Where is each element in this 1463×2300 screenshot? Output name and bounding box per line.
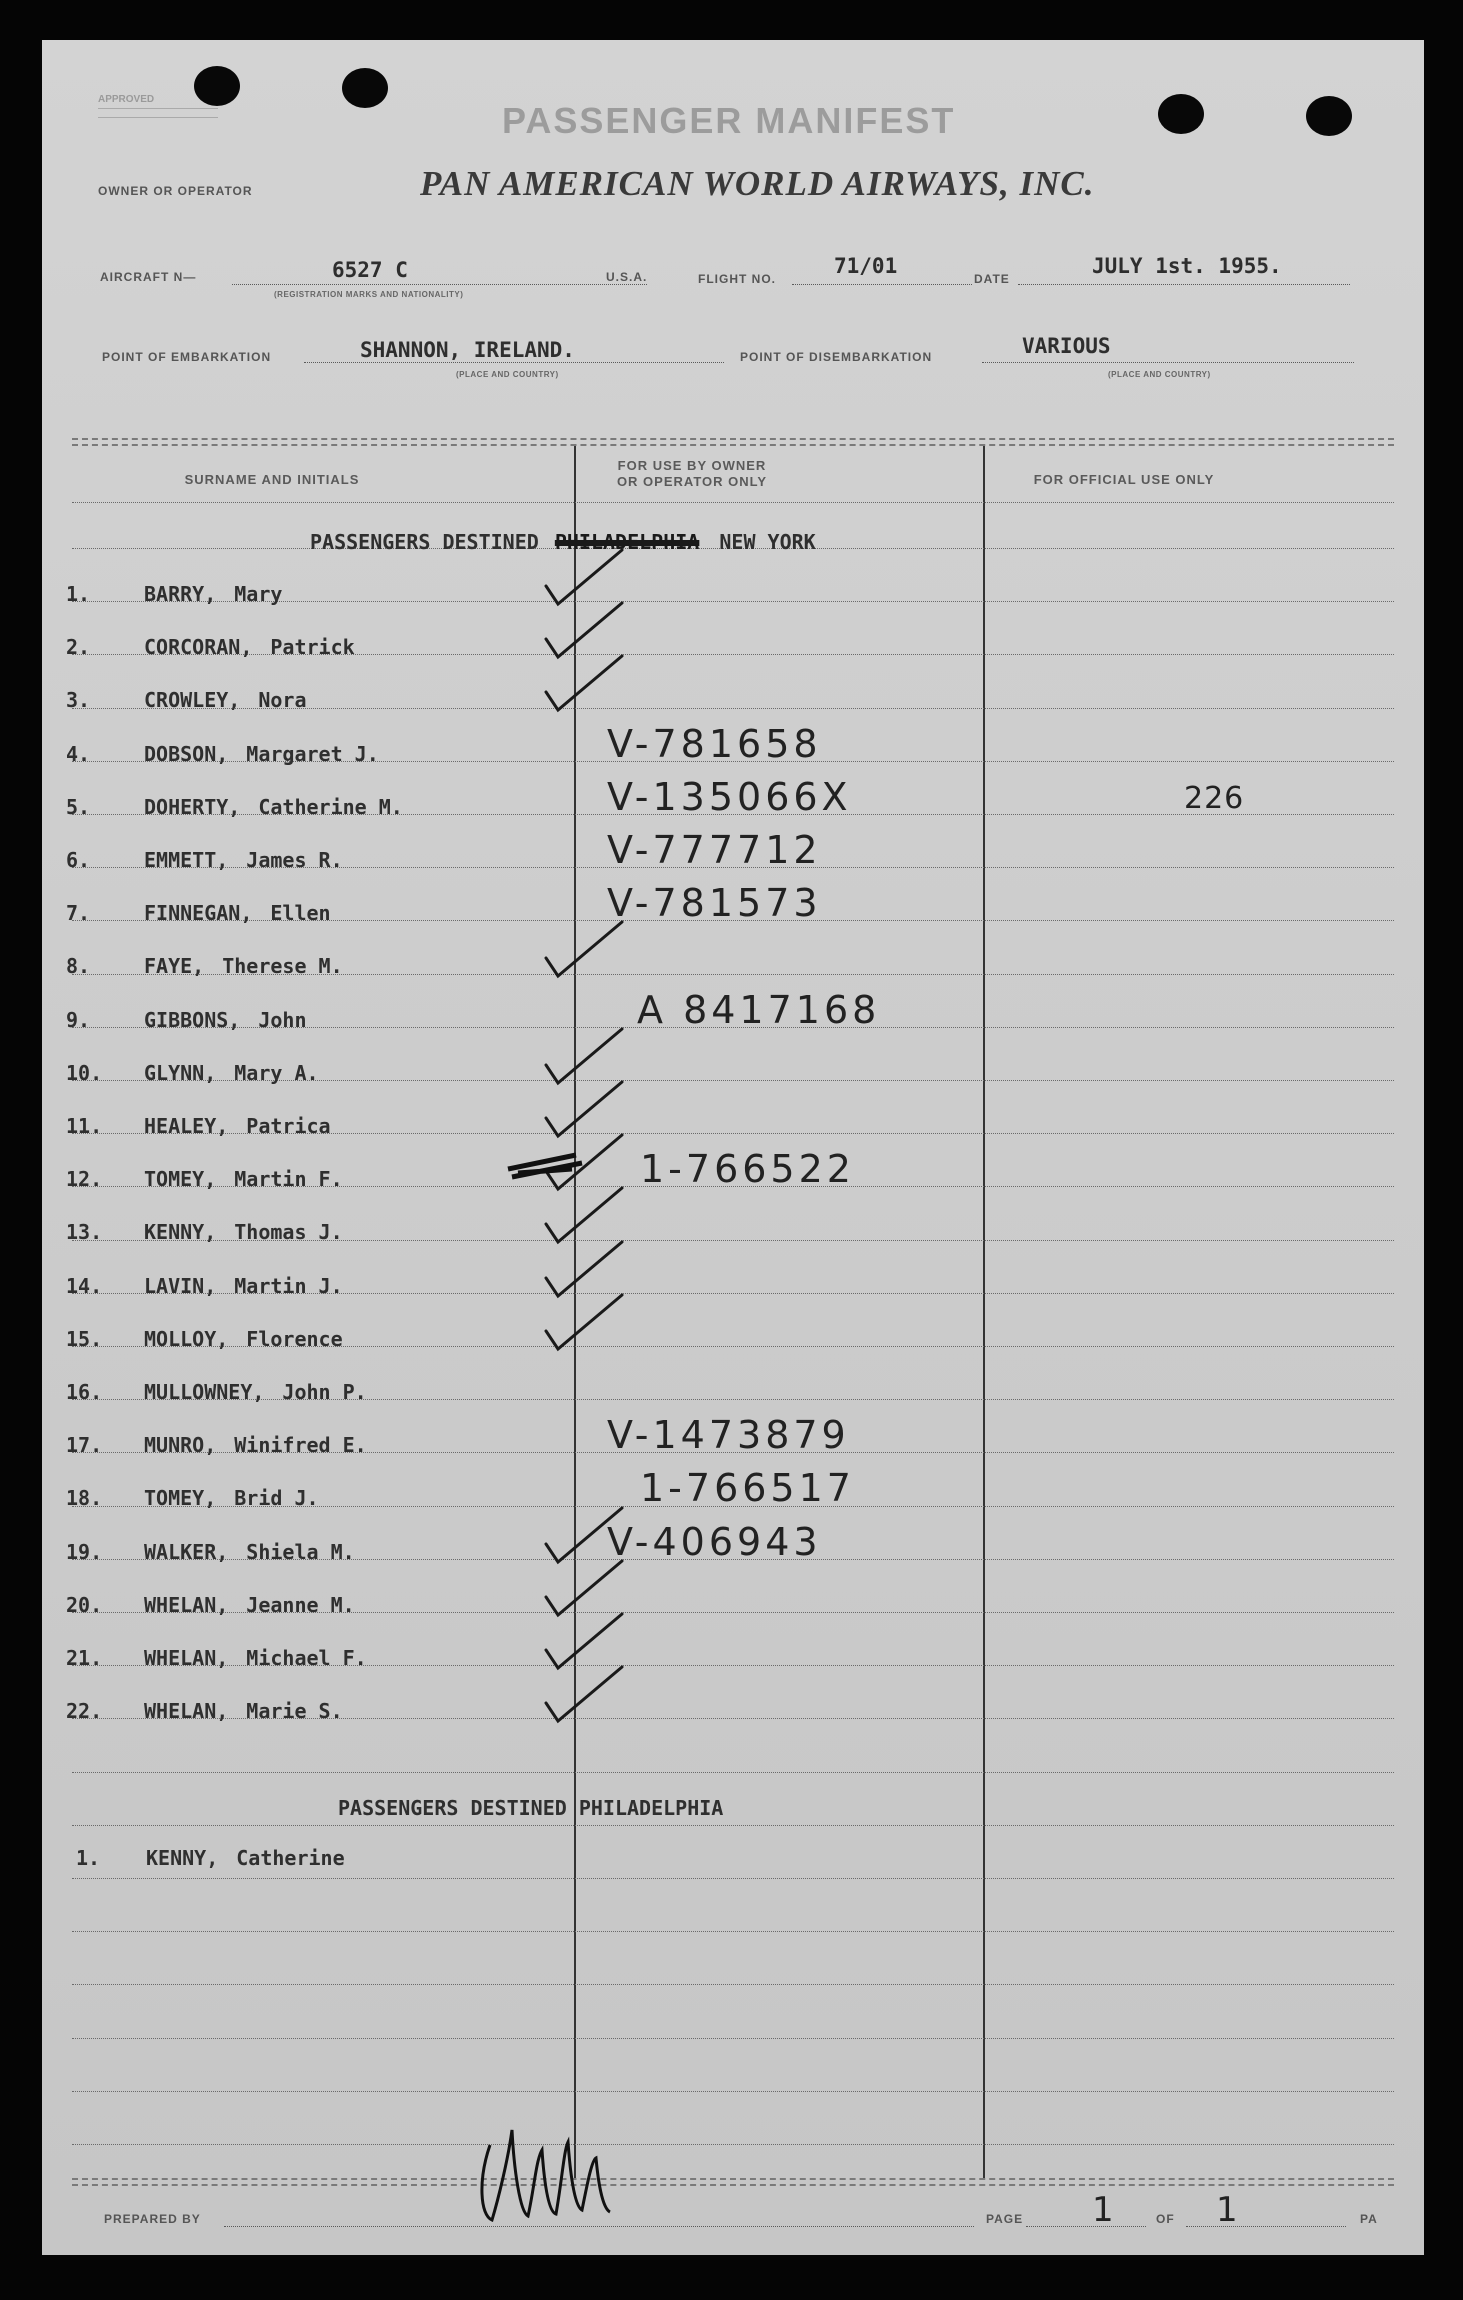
column-header-owner-use: FOR USE BY OWNER OR OPERATOR ONLY — [616, 458, 768, 489]
passenger-number: 2. — [66, 635, 91, 659]
check-mark — [546, 1082, 622, 1136]
passenger-surname: LAVIN, — [144, 1274, 217, 1298]
passenger-surname: HEALEY, — [144, 1114, 229, 1138]
passenger-surname: KENNY, — [146, 1846, 219, 1870]
check-mark — [546, 1508, 622, 1562]
handwritten-marks — [42, 40, 1424, 2255]
owner-label: OWNER OR OPERATOR — [98, 184, 253, 198]
place-country-note: (PLACE AND COUNTRY) — [1108, 370, 1211, 379]
passenger-number: 17. — [66, 1433, 103, 1457]
flight-label: FLIGHT NO. — [698, 272, 776, 286]
handwritten-document-number: V-781658 — [607, 722, 822, 766]
aircraft-label: AIRCRAFT N— — [100, 270, 197, 284]
passenger-number: 9. — [66, 1008, 91, 1032]
passenger-given-name: Martin J. — [234, 1274, 343, 1298]
passenger-given-name: Nora — [258, 688, 307, 712]
passenger-number: 1. — [66, 582, 91, 606]
embarkation-label: POINT OF EMBARKATION — [102, 350, 272, 364]
passenger-given-name: John — [258, 1008, 307, 1032]
passenger-surname: KENNY, — [144, 1220, 217, 1244]
struck-destination: PHILADELPHIA — [554, 530, 700, 554]
passenger-number: 21. — [66, 1646, 103, 1670]
passenger-number: 11. — [66, 1114, 103, 1138]
passenger-given-name: Ellen — [270, 901, 331, 925]
passenger-surname: MULLOWNEY, — [144, 1380, 265, 1404]
place-country-note: (PLACE AND COUNTRY) — [456, 370, 559, 379]
passenger-given-name: Shiela M. — [246, 1540, 355, 1564]
column-header-surname: SURNAME AND INITIALS — [184, 472, 360, 487]
signature — [468, 2120, 618, 2230]
passenger-number: 16. — [66, 1380, 103, 1404]
passenger-surname: EMMETT, — [144, 848, 229, 872]
footer-rule — [72, 2178, 1394, 2180]
footer-rule — [72, 2184, 1394, 2186]
check-mark — [546, 1561, 622, 1615]
check-mark — [546, 1029, 622, 1083]
section-heading-philadelphia: PASSENGERS DESTINED PHILADELPHIA — [338, 1796, 724, 1820]
passenger-given-name: Patrica — [246, 1114, 331, 1138]
company-name: PAN AMERICAN WORLD AIRWAYS, INC. — [420, 164, 1095, 203]
scribble-mark — [508, 1155, 582, 1177]
disembarkation-value: VARIOUS — [1022, 334, 1111, 358]
check-mark — [546, 1667, 622, 1721]
passenger-given-name: Martin F. — [234, 1167, 343, 1191]
of-label: OF — [1156, 2212, 1175, 2226]
passenger-number: 14. — [66, 1274, 103, 1298]
pa-label: PA — [1360, 2212, 1378, 2226]
passenger-given-name: Winifred E. — [234, 1433, 367, 1457]
prepared-by-label: PREPARED BY — [104, 2212, 201, 2226]
flight-value: 71/01 — [834, 254, 898, 278]
handwritten-document-number: V-1473879 — [607, 1413, 850, 1457]
date-label: DATE — [974, 272, 1010, 286]
passenger-surname: WHELAN, — [144, 1593, 229, 1617]
page-value: 1 — [1092, 2190, 1118, 2230]
handwritten-document-number: V-406943 — [607, 1520, 822, 1564]
passenger-surname: TOMEY, — [144, 1486, 217, 1510]
passenger-given-name: Thomas J. — [234, 1220, 343, 1244]
passenger-given-name: Jeanne M. — [246, 1593, 355, 1617]
passenger-number: 20. — [66, 1593, 103, 1617]
passenger-given-name: Therese M. — [222, 954, 343, 978]
check-mark — [546, 922, 622, 976]
section-destination: NEW YORK — [719, 530, 816, 554]
passenger-given-name: Patrick — [270, 635, 355, 659]
passenger-surname: CORCORAN, — [144, 635, 253, 659]
passenger-given-name: Florence — [246, 1327, 343, 1351]
check-mark — [546, 1188, 622, 1242]
check-mark — [546, 1614, 622, 1668]
handwritten-document-number: 1-766517 — [640, 1466, 855, 1510]
passenger-surname: FINNEGAN, — [144, 901, 253, 925]
passenger-surname: GIBBONS, — [144, 1008, 241, 1032]
passenger-number: 19. — [66, 1540, 103, 1564]
passenger-surname: MUNRO, — [144, 1433, 217, 1457]
date-value: JULY 1st. 1955. — [1092, 254, 1282, 278]
passenger-given-name: John P. — [282, 1380, 367, 1404]
column-header-official-use: FOR OFFICIAL USE ONLY — [1033, 472, 1215, 487]
of-value: 1 — [1216, 2190, 1242, 2230]
passenger-number: 4. — [66, 742, 91, 766]
passenger-given-name: Catherine M. — [258, 795, 403, 819]
passenger-given-name: James R. — [246, 848, 343, 872]
registration-note: (REGISTRATION MARKS AND NATIONALITY) — [274, 290, 464, 299]
check-mark — [546, 603, 622, 657]
check-mark — [546, 656, 622, 710]
passenger-number: 10. — [66, 1061, 103, 1085]
approval-stamp: APPROVED — [98, 94, 218, 126]
of-line — [1186, 2226, 1346, 2227]
passenger-surname: BARRY, — [144, 582, 217, 606]
passenger-number: 6. — [66, 848, 91, 872]
passenger-number: 18. — [66, 1486, 103, 1510]
passenger-surname: WALKER, — [144, 1540, 229, 1564]
passenger-number: 15. — [66, 1327, 103, 1351]
embarkation-value: SHANNON, IRELAND. — [360, 338, 575, 362]
usa-label: U.S.A. — [606, 270, 648, 284]
passenger-given-name: Brid J. — [234, 1486, 319, 1510]
passenger-given-name: Marie S. — [246, 1699, 343, 1723]
passenger-number: 1. — [76, 1846, 101, 1870]
handwritten-document-number: V-781573 — [607, 881, 822, 925]
check-mark — [546, 550, 622, 604]
handwritten-document-number: V-135066X — [607, 775, 852, 819]
handwritten-document-number: A 8417168 — [637, 988, 881, 1032]
passenger-surname: WHELAN, — [144, 1699, 229, 1723]
handwritten-document-number: V-777712 — [607, 828, 822, 872]
passenger-number: 13. — [66, 1220, 103, 1244]
check-mark — [546, 1295, 622, 1349]
page-line — [1026, 2226, 1146, 2227]
passenger-surname: TOMEY, — [144, 1167, 217, 1191]
section-prefix: PASSENGERS DESTINED — [310, 530, 539, 554]
passenger-given-name: Catherine — [236, 1846, 345, 1870]
passenger-given-name: Michael F. — [246, 1646, 367, 1670]
passenger-surname: MOLLOY, — [144, 1327, 229, 1351]
passenger-surname: DOHERTY, — [144, 795, 241, 819]
check-mark — [546, 1242, 622, 1296]
passenger-number: 12. — [66, 1167, 103, 1191]
page-title: PASSENGER MANIFEST — [502, 100, 956, 141]
passenger-number: 7. — [66, 901, 91, 925]
passenger-given-name: Margaret J. — [246, 742, 379, 766]
passenger-surname: DOBSON, — [144, 742, 229, 766]
passenger-number: 22. — [66, 1699, 103, 1723]
manifest-sheet — [42, 40, 1424, 2255]
aircraft-value: 6527 C — [332, 258, 408, 282]
passenger-given-name: Mary A. — [234, 1061, 319, 1085]
passenger-given-name: Mary — [234, 582, 283, 606]
passenger-number: 8. — [66, 954, 91, 978]
passenger-surname: FAYE, — [144, 954, 205, 978]
passenger-surname: CROWLEY, — [144, 688, 241, 712]
passenger-surname: WHELAN, — [144, 1646, 229, 1670]
handwritten-document-number: 1-766522 — [640, 1147, 855, 1191]
official-use-value: 226 — [1184, 781, 1245, 816]
page-label: PAGE — [986, 2212, 1024, 2226]
passenger-number: 5. — [66, 795, 91, 819]
passenger-number: 3. — [66, 688, 91, 712]
passenger-surname: GLYNN, — [144, 1061, 217, 1085]
check-mark — [546, 1135, 622, 1189]
disembarkation-label: POINT OF DISEMBARKATION — [740, 350, 933, 364]
